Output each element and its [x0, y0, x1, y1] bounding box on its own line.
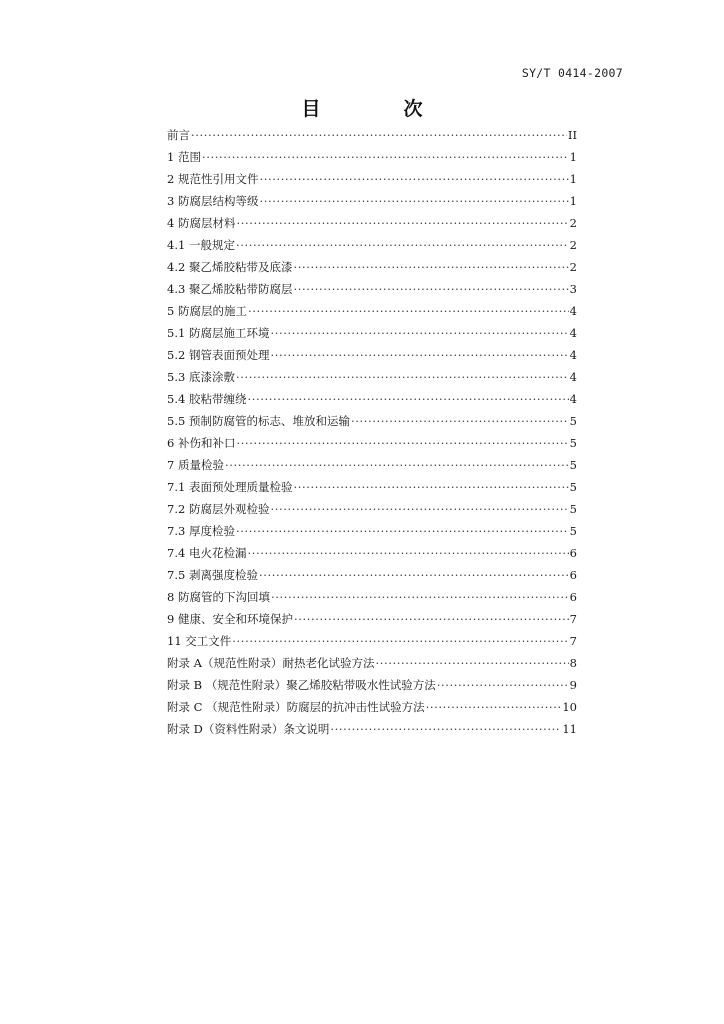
toc-entry-label: 附录 C （规范性附录）防腐层的抗冲击性试验方法	[167, 700, 425, 714]
toc-entry-label: 附录 B （规范性附录）聚乙烯胶粘带吸水性试验方法	[167, 678, 436, 692]
toc-leader-dots	[225, 458, 569, 472]
toc-entry-label: 11 交工文件	[167, 634, 232, 648]
toc-entry[interactable]	[167, 700, 577, 722]
toc-leader-dots	[232, 634, 568, 648]
toc-leader-dots	[437, 678, 569, 692]
toc-entry-label: 4.2 聚乙烯胶粘带及底漆	[167, 260, 293, 274]
toc-entry[interactable]	[167, 348, 577, 370]
toc-entry[interactable]	[167, 436, 577, 458]
toc-entry-label: 5.4 胶粘带缠绕	[167, 392, 247, 406]
toc-entry-page: 6	[569, 546, 577, 560]
toc-leader-dots	[247, 546, 568, 560]
toc-leader-dots	[247, 392, 568, 406]
toc-entry-page: 5	[569, 414, 577, 428]
toc-entry-label: 6 补伤和补口	[167, 436, 236, 450]
toc-leader-dots	[270, 326, 568, 340]
toc-entry[interactable]	[167, 678, 577, 700]
toc-entry-page: 5	[569, 524, 577, 538]
toc-leader-dots	[293, 282, 568, 296]
toc-leader-dots	[236, 436, 568, 450]
toc-entry-label: 7.5 剥离强度检验	[167, 568, 258, 582]
toc-entry-page: 1	[569, 150, 577, 164]
page-title: 目 次	[301, 98, 455, 120]
toc-entry-page: 5	[569, 458, 577, 472]
toc-entry[interactable]	[167, 260, 577, 282]
toc-entry[interactable]	[167, 458, 577, 480]
toc-entry-page: 4	[569, 326, 577, 340]
toc-entry-page: 2	[569, 260, 577, 274]
toc-leader-dots	[426, 700, 562, 714]
toc-entry[interactable]	[167, 480, 577, 502]
toc-entry-page: 7	[569, 634, 577, 648]
toc-entry[interactable]	[167, 634, 577, 656]
toc-entry[interactable]	[167, 722, 577, 744]
toc-entry[interactable]	[167, 612, 577, 634]
toc-leader-dots	[375, 656, 568, 670]
toc-leader-dots	[236, 370, 569, 384]
toc-entry-label: 3 防腐层结构等级	[167, 194, 259, 208]
toc-entry-page: 5	[569, 436, 577, 450]
toc-entry-page: 7	[569, 612, 577, 626]
toc-entry-label: 附录 D（资料性附录）条文说明	[167, 722, 330, 736]
toc-entry-label: 7.1 表面预处理质量检验	[167, 480, 293, 494]
toc-entry-page: 4	[569, 304, 577, 318]
toc-entry[interactable]	[167, 546, 577, 568]
toc-entry-page: 5	[569, 502, 577, 516]
toc-entry[interactable]	[167, 326, 577, 348]
toc-leader-dots	[259, 194, 568, 208]
toc-entry-page: 8	[569, 656, 577, 670]
toc-leader-dots	[293, 260, 568, 274]
toc-leader-dots	[330, 722, 561, 736]
toc-entry[interactable]	[167, 568, 577, 590]
toc-entry[interactable]	[167, 370, 577, 392]
toc-entry-page: 4	[569, 392, 577, 406]
toc-entry-page: 6	[569, 590, 577, 604]
toc-leader-dots	[271, 590, 569, 604]
toc-entry[interactable]	[167, 590, 577, 612]
toc-entry-label: 4.3 聚乙烯胶粘带防腐层	[167, 282, 293, 296]
toc-entry-label: 附录 A（规范性附录）耐热老化试验方法	[167, 656, 375, 670]
toc-entry[interactable]	[167, 502, 577, 524]
toc-entry[interactable]	[167, 282, 577, 304]
toc-entry-label: 7.2 防腐层外观检验	[167, 502, 270, 516]
toc-entry[interactable]	[167, 172, 577, 194]
toc-leader-dots	[259, 568, 569, 582]
toc-entry-page: 5	[569, 480, 577, 494]
toc-entry[interactable]	[167, 150, 577, 172]
toc-leader-dots	[236, 216, 568, 230]
toc-entry[interactable]	[167, 392, 577, 414]
toc-entry-label: 7 质量检验	[167, 458, 224, 472]
toc-entry-label: 5 防腐层的施工	[167, 304, 247, 318]
toc-entry-label: 8 防腐管的下沟回填	[167, 590, 270, 604]
toc-leader-dots	[236, 238, 569, 252]
toc-entry-page: II	[567, 128, 577, 142]
toc-entry[interactable]	[167, 194, 577, 216]
toc-entry-label: 前言	[167, 128, 190, 142]
toc-entry[interactable]	[167, 216, 577, 238]
toc-entry-page: 9	[569, 678, 577, 692]
toc-entry[interactable]	[167, 656, 577, 678]
toc-entry-label: 5.2 钢管表面预处理	[167, 348, 270, 362]
toc-entry-label: 9 健康、安全和环境保护	[167, 612, 293, 626]
toc-entry-label: 4 防腐层材料	[167, 216, 236, 230]
toc-leader-dots	[202, 150, 569, 164]
toc-entry-page: 1	[569, 172, 577, 186]
toc-entry-label: 1 范围	[167, 150, 201, 164]
toc-entry-label: 4.1 一般规定	[167, 238, 235, 252]
toc-entry[interactable]	[167, 304, 577, 326]
toc-entry-label: 7.4 电火花检漏	[167, 546, 247, 560]
toc-entry-page: 3	[569, 282, 577, 296]
toc-leader-dots	[236, 524, 569, 538]
toc-entry-page: 4	[569, 370, 577, 384]
toc-entry-page: 10	[562, 700, 577, 714]
toc-entry[interactable]	[167, 524, 577, 546]
toc-leader-dots	[259, 172, 568, 186]
toc-entry[interactable]	[167, 414, 577, 436]
toc-entry-label: 2 规范性引用文件	[167, 172, 259, 186]
table-of-contents	[167, 128, 577, 744]
toc-entry-page: 6	[569, 568, 577, 582]
toc-entry-label: 5.3 底漆涂敷	[167, 370, 235, 384]
toc-leader-dots	[351, 414, 569, 428]
toc-leader-dots	[270, 348, 568, 362]
toc-entry-label: 5.1 防腐层施工环境	[167, 326, 270, 340]
toc-entry-label: 5.5 预制防腐管的标志、堆放和运输	[167, 414, 350, 428]
toc-entry-page: 11	[562, 722, 577, 736]
toc-entry-page: 1	[569, 194, 577, 208]
toc-leader-dots	[248, 304, 569, 318]
toc-leader-dots	[191, 128, 567, 142]
toc-leader-dots	[293, 480, 568, 494]
toc-entry[interactable]	[167, 238, 577, 260]
toc-leader-dots	[294, 612, 569, 626]
toc-entry[interactable]	[167, 128, 577, 150]
toc-entry-page: 4	[569, 348, 577, 362]
toc-entry-page: 2	[569, 238, 577, 252]
toc-entry-page: 2	[569, 216, 577, 230]
standard-code: SY/T 0414-2007	[521, 66, 623, 80]
toc-leader-dots	[270, 502, 568, 516]
toc-entry-label: 7.3 厚度检验	[167, 524, 235, 538]
